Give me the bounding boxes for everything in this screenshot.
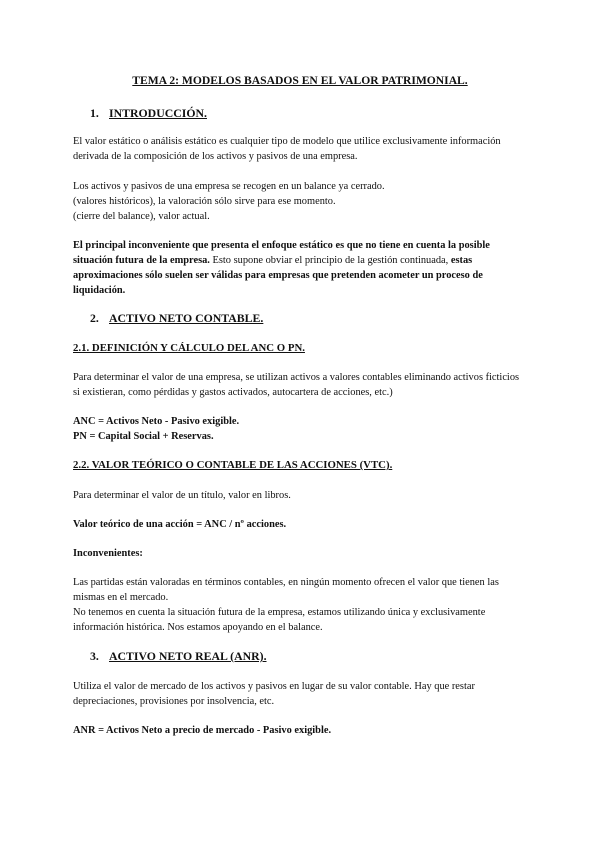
section-2-heading <box>90 311 545 326</box>
intro-paragraph-2-line-1: Los activos y pasivos de una empresa se recogen en un balance ya cerrado. <box>73 181 385 192</box>
intro-paragraph-3-normal: Esto supone obviar el principio de la gestión continuada, <box>209 255 451 266</box>
vtc-paragraph: Para determinar el valor de un título, valor en libros. <box>73 490 291 501</box>
section-1-number: 1. <box>90 106 99 120</box>
inconvenientes-line-1: Las partidas están valoradas en términos contables, en ningún momento ofrecen el valor que tienen las mismas en el mercado. <box>73 577 499 603</box>
intro-paragraph-3 <box>73 238 528 298</box>
anr-paragraph: Utiliza el valor de mercado de los activos y pasivos en lugar de su valor contable. Hay que restar depreciaciones, provisiones por insolvencia, etc. <box>73 681 475 707</box>
vtc-formula: Valor teórico de una acción = ANC / nº acciones. <box>73 519 287 530</box>
anc-paragraph: Para determinar el valor de una empresa, se utilizan activos a valores contables eliminando activos ficticios si existieran, como pérdidas y gastos activados, autocartera de acciones, etc.) <box>73 372 520 398</box>
intro-paragraph-2-line-3: (cierre del balance), valor actual. <box>73 211 210 222</box>
pn-formula: PN = Capital Social + Reservas. <box>73 431 214 442</box>
section-3-title: ACTIVO NETO REAL (ANR). <box>109 649 267 663</box>
intro-paragraph-3-bold-2: estas aproximaciones sólo suelen ser válidas para empresas que pretenden acometer un proceso de liquidación. <box>73 255 483 296</box>
section-2-number: 2. <box>90 311 99 325</box>
section-3-number: 3. <box>90 649 99 663</box>
inconvenientes-heading: Inconvenientes: <box>73 548 143 559</box>
inconvenientes-line-2: No tenemos en cuenta la situación futura de la empresa, estamos utilizando única y exclusivamente información histórica. Nos estamos apoyando en el balance. <box>73 607 486 633</box>
intro-paragraph-2 <box>73 179 528 224</box>
intro-paragraph-3-bold-1: El principal inconveniente que presenta el enfoque estático es que no tiene en cuenta la posible situación futura de la empresa. <box>73 240 490 266</box>
document-title: TEMA 2: MODELOS BASADOS EN EL VALOR PATRIMONIAL. <box>132 74 468 87</box>
section-1-title: INTRODUCCIÓN. <box>109 106 207 120</box>
inconvenientes-paragraph <box>73 575 528 635</box>
subsection-2-1-heading: 2.1. DEFINICIÓN Y CÁLCULO DEL ANC O PN. <box>73 342 305 354</box>
intro-paragraph-2-line-2: (valores históricos), la valoración sólo sirve para ese momento. <box>73 196 336 207</box>
anc-formula: ANC = Activos Neto - Pasivo exigible. <box>73 416 240 427</box>
section-2-title: ACTIVO NETO CONTABLE. <box>109 311 264 325</box>
anr-formula: ANR = Activos Neto a precio de mercado - Pasivo exigible. <box>73 725 332 736</box>
subsection-2-2-heading: 2.2. VALOR TEÓRICO O CONTABLE DE LAS ACCIONES (VTC). <box>73 459 393 471</box>
section-1-heading <box>90 106 545 121</box>
intro-paragraph-1: El valor estático o análisis estático es cualquier tipo de modelo que utilice exclusivamente información derivada de la composición de los activos y pasivos de una empresa. <box>73 136 501 162</box>
section-3-heading <box>90 649 545 664</box>
